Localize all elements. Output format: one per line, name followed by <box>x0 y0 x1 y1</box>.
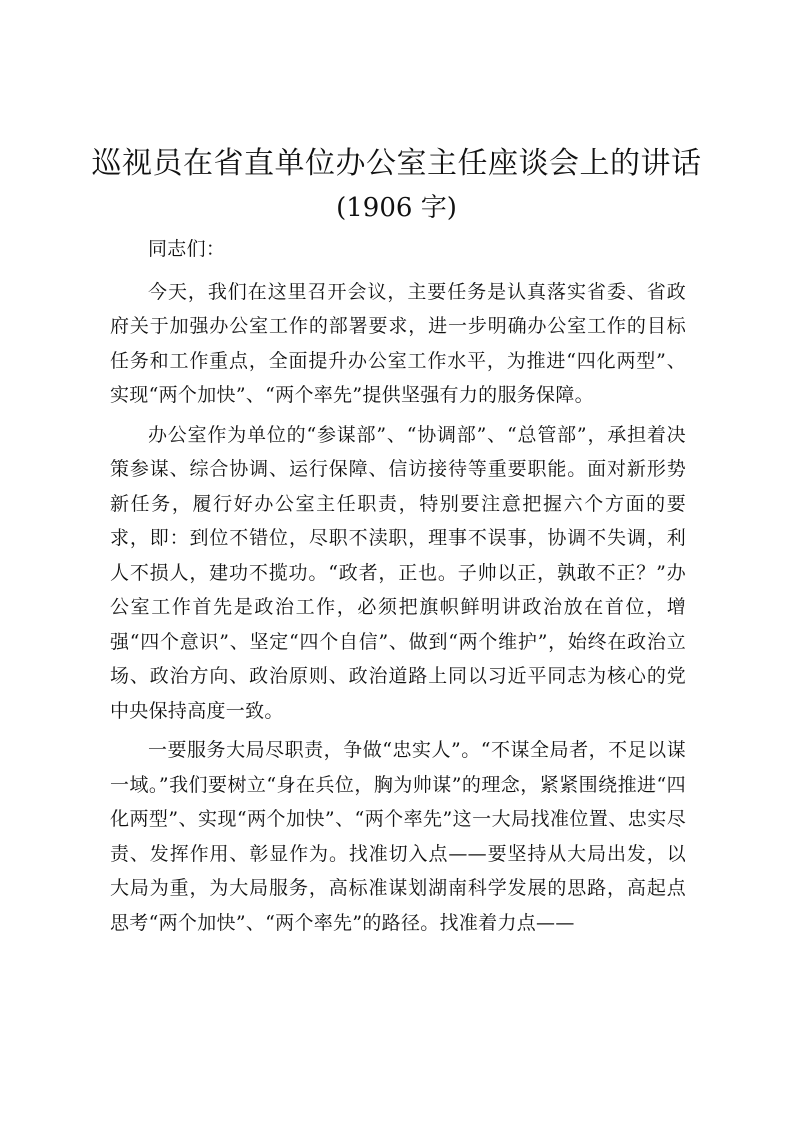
paragraph-2: 办公室作为单位的“参谋部”、“协调部”、“总管部”，承担着决策参谋、综合协调、运行保障、信访接待等重要职能。面对新形势新任务，履行好办公室主任职责，特别要注意把握六个方面的要求，即：到位不错位，尽职不渎职，理事不误事，协调不失调，利人不损人，建功不揽功。“政者，正也。子帅以正，孰敢不正？”办公室工作首先是政治工作，必须把旗帜鲜明讲政治放在首位，增强“四个意识”、坚定“四个自信”、做到“两个维护”，始终在政治立场、政治方向、政治原则、政治道路上同以习近平同志为核心的党中央保持高度一致。 <box>110 423 686 722</box>
paragraph-1: 今天，我们在这里召开会议，主要任务是认真落实省委、省政府关于加强办公室工作的部署要求，进一步明确办公室工作的目标任务和工作重点，全面提升办公室工作水平，为推进“四化两型”、实现“两个加快”、“两个率先”提供坚强有力的服务保障。 <box>110 280 686 406</box>
paragraph-3: 一要服务大局尽职责，争做“忠实人”。“不谋全局者，不足以谋一域。”我们要树立“身在兵位，胸为帅谋”的理念，紧紧围绕推进“四化两型”、实现“两个加快”、“两个率先”这一大局找准位置、忠实尽责、发挥作用、彰显作为。找准切入点——要坚持从大局出发，以大局为重，为大局服务，高标准谋划湖南科学发展的思路，高起点思考“两个加快”、“两个率先”的路径。找准着力点—— <box>110 739 686 934</box>
word-count-subtitle: (1906 字) <box>336 193 457 223</box>
greeting: 同志们： <box>148 238 226 260</box>
page-title: 巡视员在省直单位办公室主任座谈会上的讲话 <box>91 146 702 181</box>
speech-body <box>110 232 686 940</box>
